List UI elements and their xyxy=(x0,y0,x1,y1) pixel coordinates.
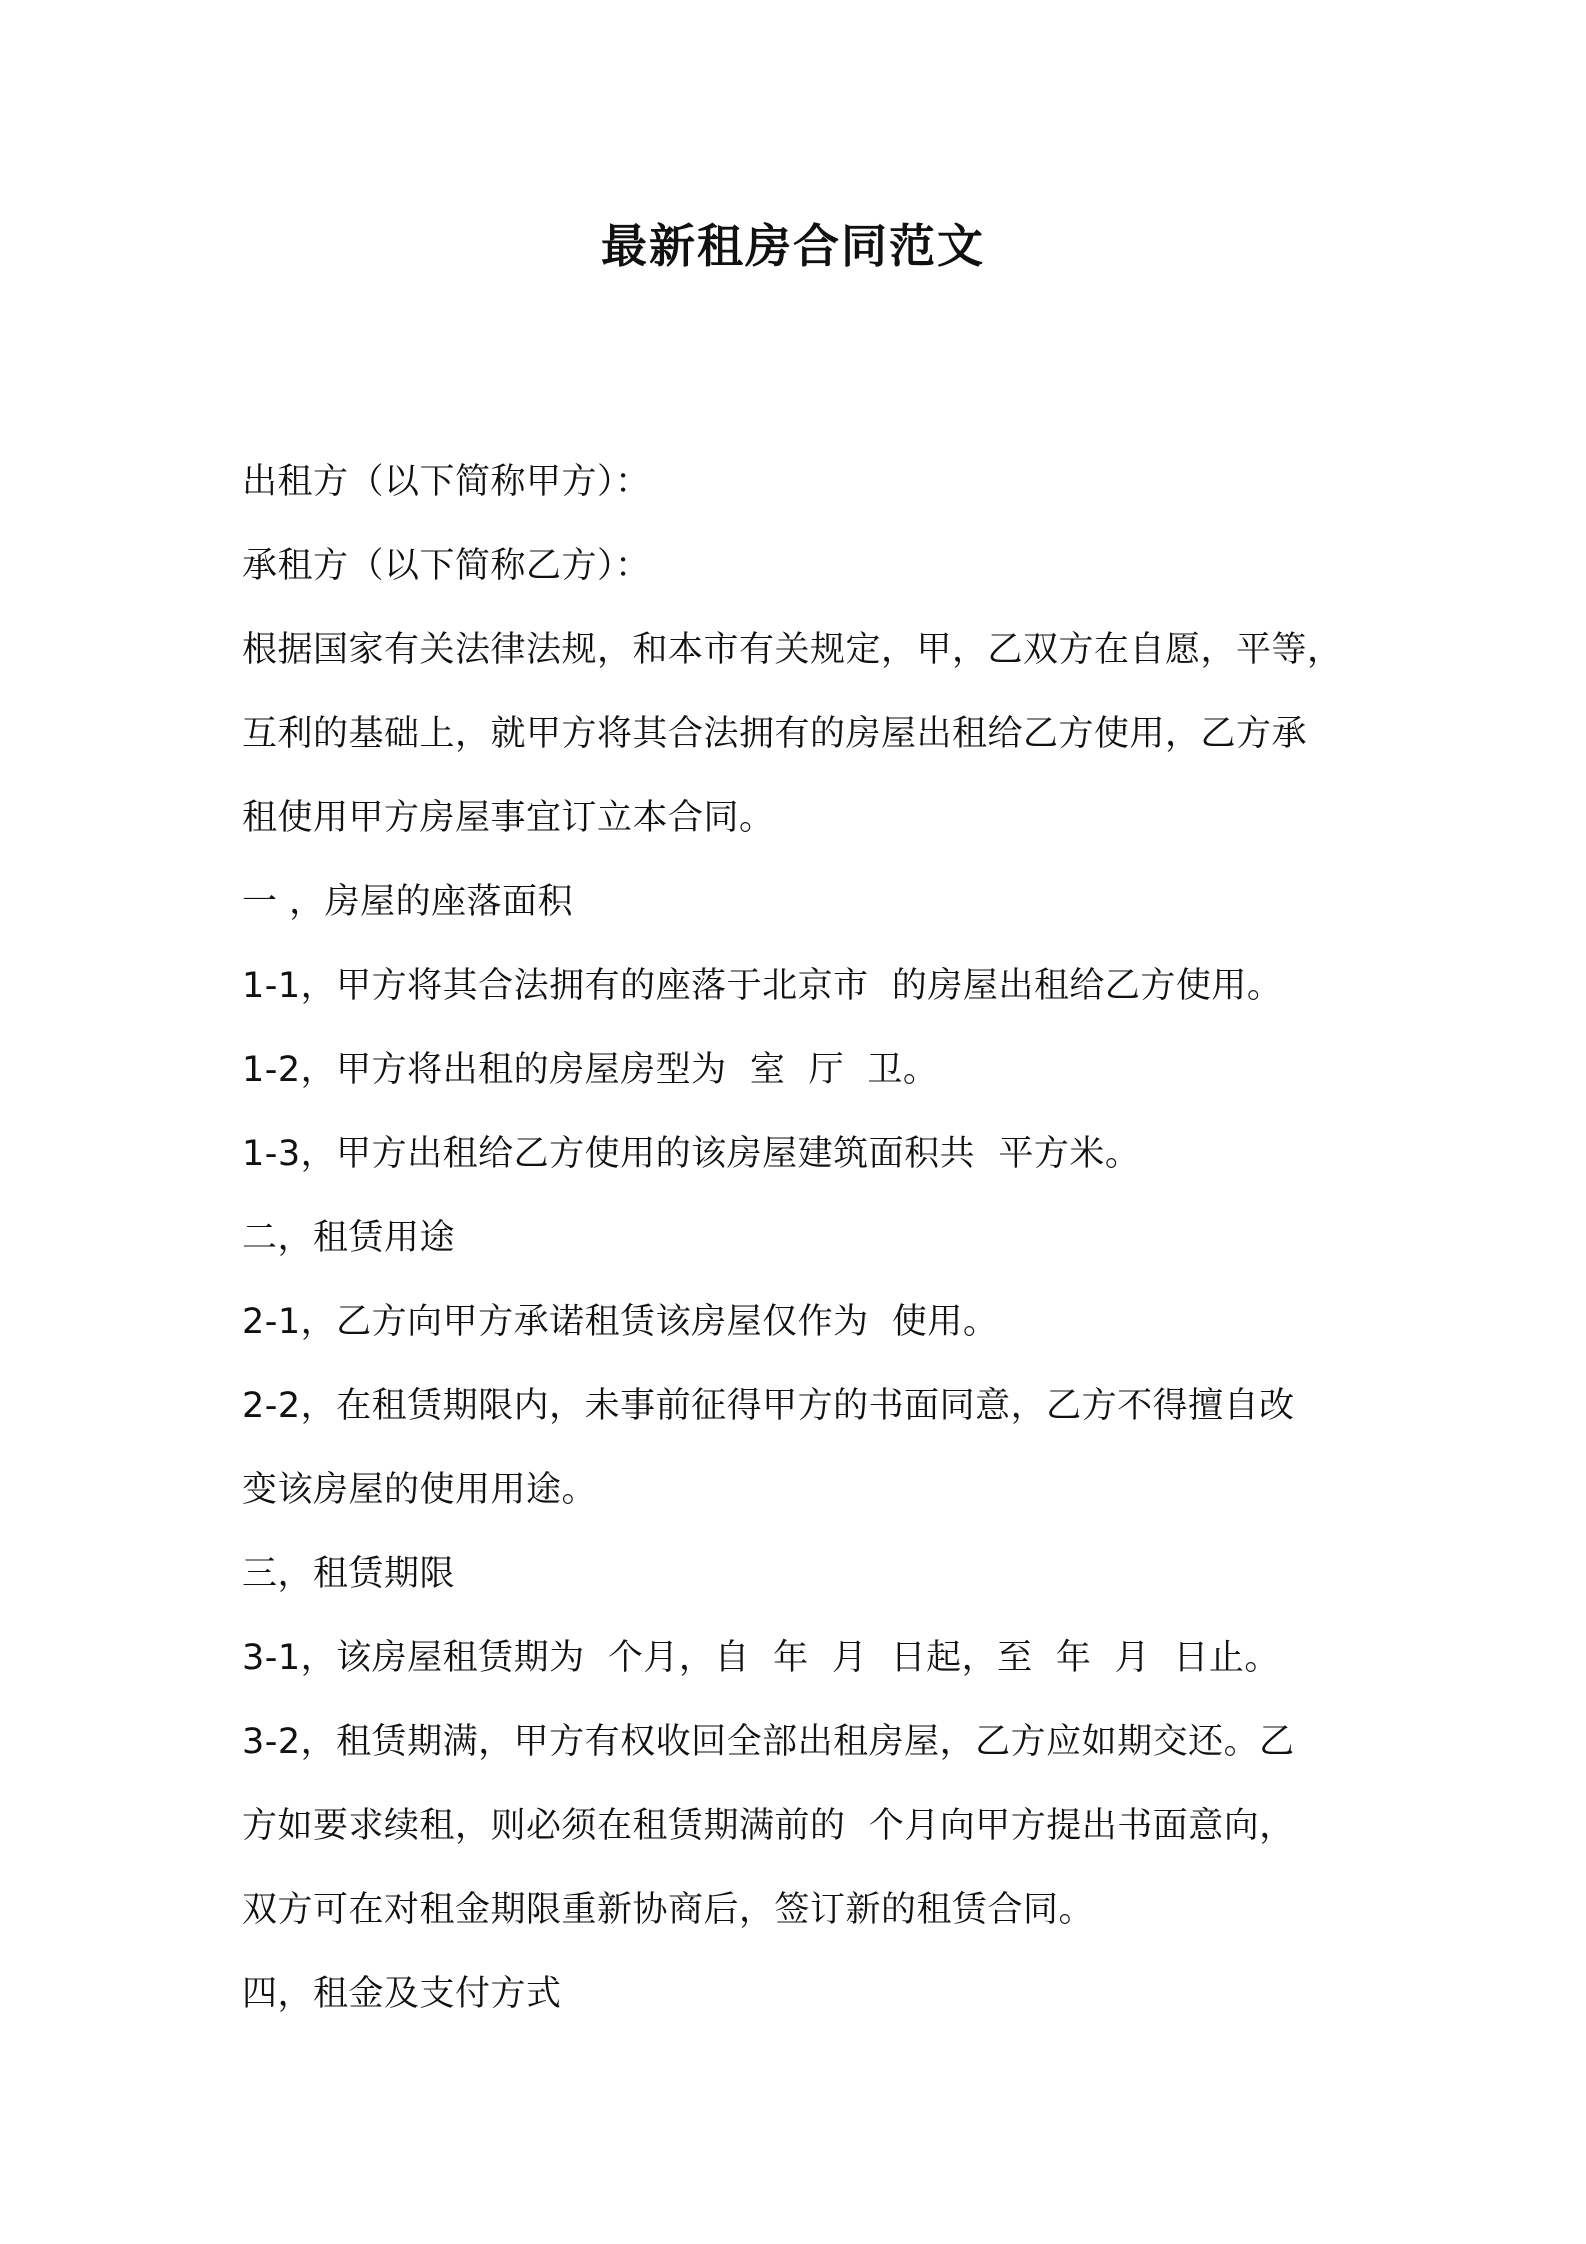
section-heading-4: 四，租金及支付方式 xyxy=(242,1974,562,2014)
section-heading-3: 三，租赁期限 xyxy=(242,1554,456,1594)
clause-3-2-line-2: 方如要求续租，则必须在租赁期满前的 个月向甲方提出书面意向， xyxy=(242,1806,1295,1846)
lessee-line: 承租方（以下简称乙方）： xyxy=(242,546,651,586)
clause-2-1: 2-1，乙方向甲方承诺租赁该房屋仅作为 使用。 xyxy=(242,1302,999,1342)
clause-3-2-line-3: 双方可在对租金期限重新协商后，签订新的租赁合同。 xyxy=(242,1890,1095,1930)
section-heading-2: 二，租赁用途 xyxy=(242,1218,456,1258)
preamble-line-2: 互利的基础上，就甲方将其合法拥有的房屋出租给乙方使用，乙方承 xyxy=(242,714,1308,754)
clause-1-3: 1-3，甲方出租给乙方使用的该房屋建筑面积共 平方米。 xyxy=(242,1134,1141,1174)
lessor-line: 出租方（以下简称甲方）： xyxy=(242,462,651,502)
preamble-line-1: 根据国家有关法律法规，和本市有关规定，甲，乙双方在自愿，平等， xyxy=(242,630,1343,670)
preamble-line-3: 租使用甲方房屋事宜订立本合同。 xyxy=(242,798,775,838)
clause-2-2-line-1: 2-2，在租赁期限内，未事前征得甲方的书面同意，乙方不得擅自改 xyxy=(242,1386,1295,1426)
clause-1-1: 1-1，甲方将其合法拥有的座落于北京市 的房屋出租给乙方使用。 xyxy=(242,966,1283,1006)
document-title: 最新租房合同范文 xyxy=(601,219,985,273)
document-body xyxy=(242,440,1354,2036)
clause-2-2-line-2: 变该房屋的使用用途。 xyxy=(242,1470,598,1510)
section-heading-1: 一 ，房屋的座落面积 xyxy=(242,882,574,922)
clause-3-2-line-1: 3-2，租赁期满，甲方有权收回全部出租房屋，乙方应如期交还。乙 xyxy=(242,1722,1295,1762)
clause-1-2: 1-2，甲方将出租的房屋房型为 室 厅 卫。 xyxy=(242,1050,939,1090)
clause-3-1: 3-1，该房屋租赁期为 个月，自 年 月 日起，至 年 月 日止。 xyxy=(242,1638,1280,1678)
